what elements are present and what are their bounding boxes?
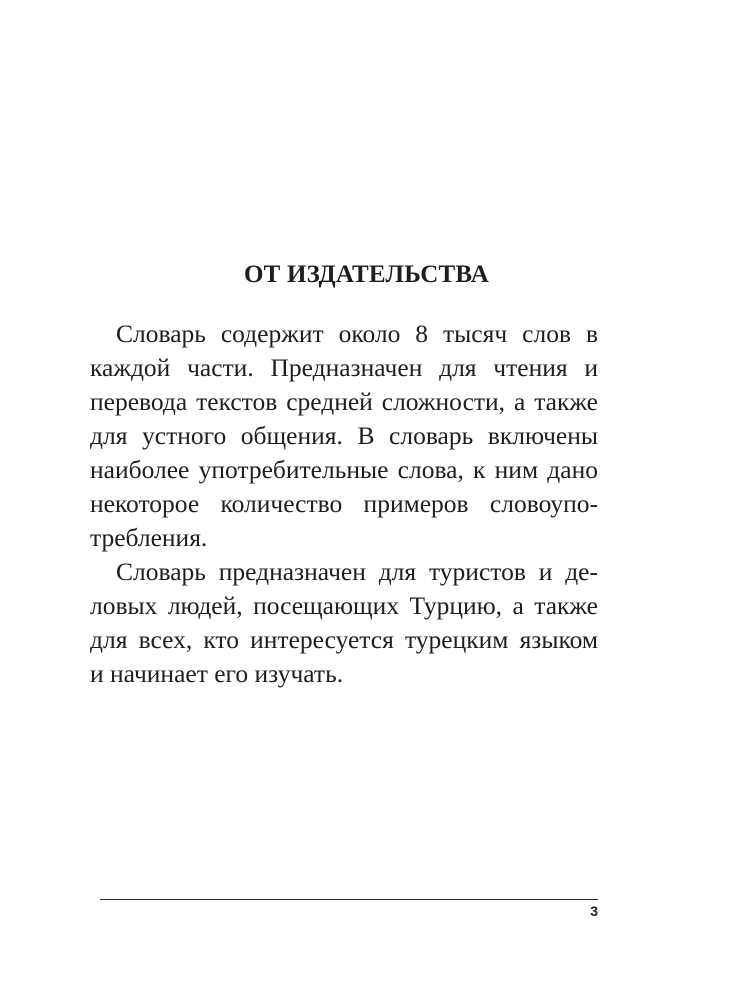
footer-rule	[100, 899, 598, 900]
paragraph-line: ловых людей, посещающих Турцию, а также	[90, 591, 598, 620]
paragraph-line: некоторое количество примеров словоупо-	[90, 489, 598, 518]
paragraph-line: и начинает его изучать.	[90, 659, 344, 688]
paragraph-line: для устного общения. В словарь включены	[90, 421, 598, 450]
section-heading: ОТ ИЗДАТЕЛЬСТВА	[244, 261, 489, 288]
paragraph-line: перевода текстов средней сложности, а также	[90, 387, 598, 416]
paragraph-line: для всех, кто интересуется турецким языком	[90, 625, 598, 654]
paragraph-line: требления.	[90, 523, 208, 552]
paragraph-line: каждой части. Предназначен для чтения и	[90, 353, 598, 382]
page-number: 3	[590, 903, 598, 919]
paragraph-line: Словарь предназначен для туристов и де-	[116, 557, 598, 586]
paragraph-line: Словарь содержит около 8 тысяч слов в	[116, 319, 598, 348]
paragraph-line: наиболее употребительные слова, к ним дано	[90, 455, 598, 484]
